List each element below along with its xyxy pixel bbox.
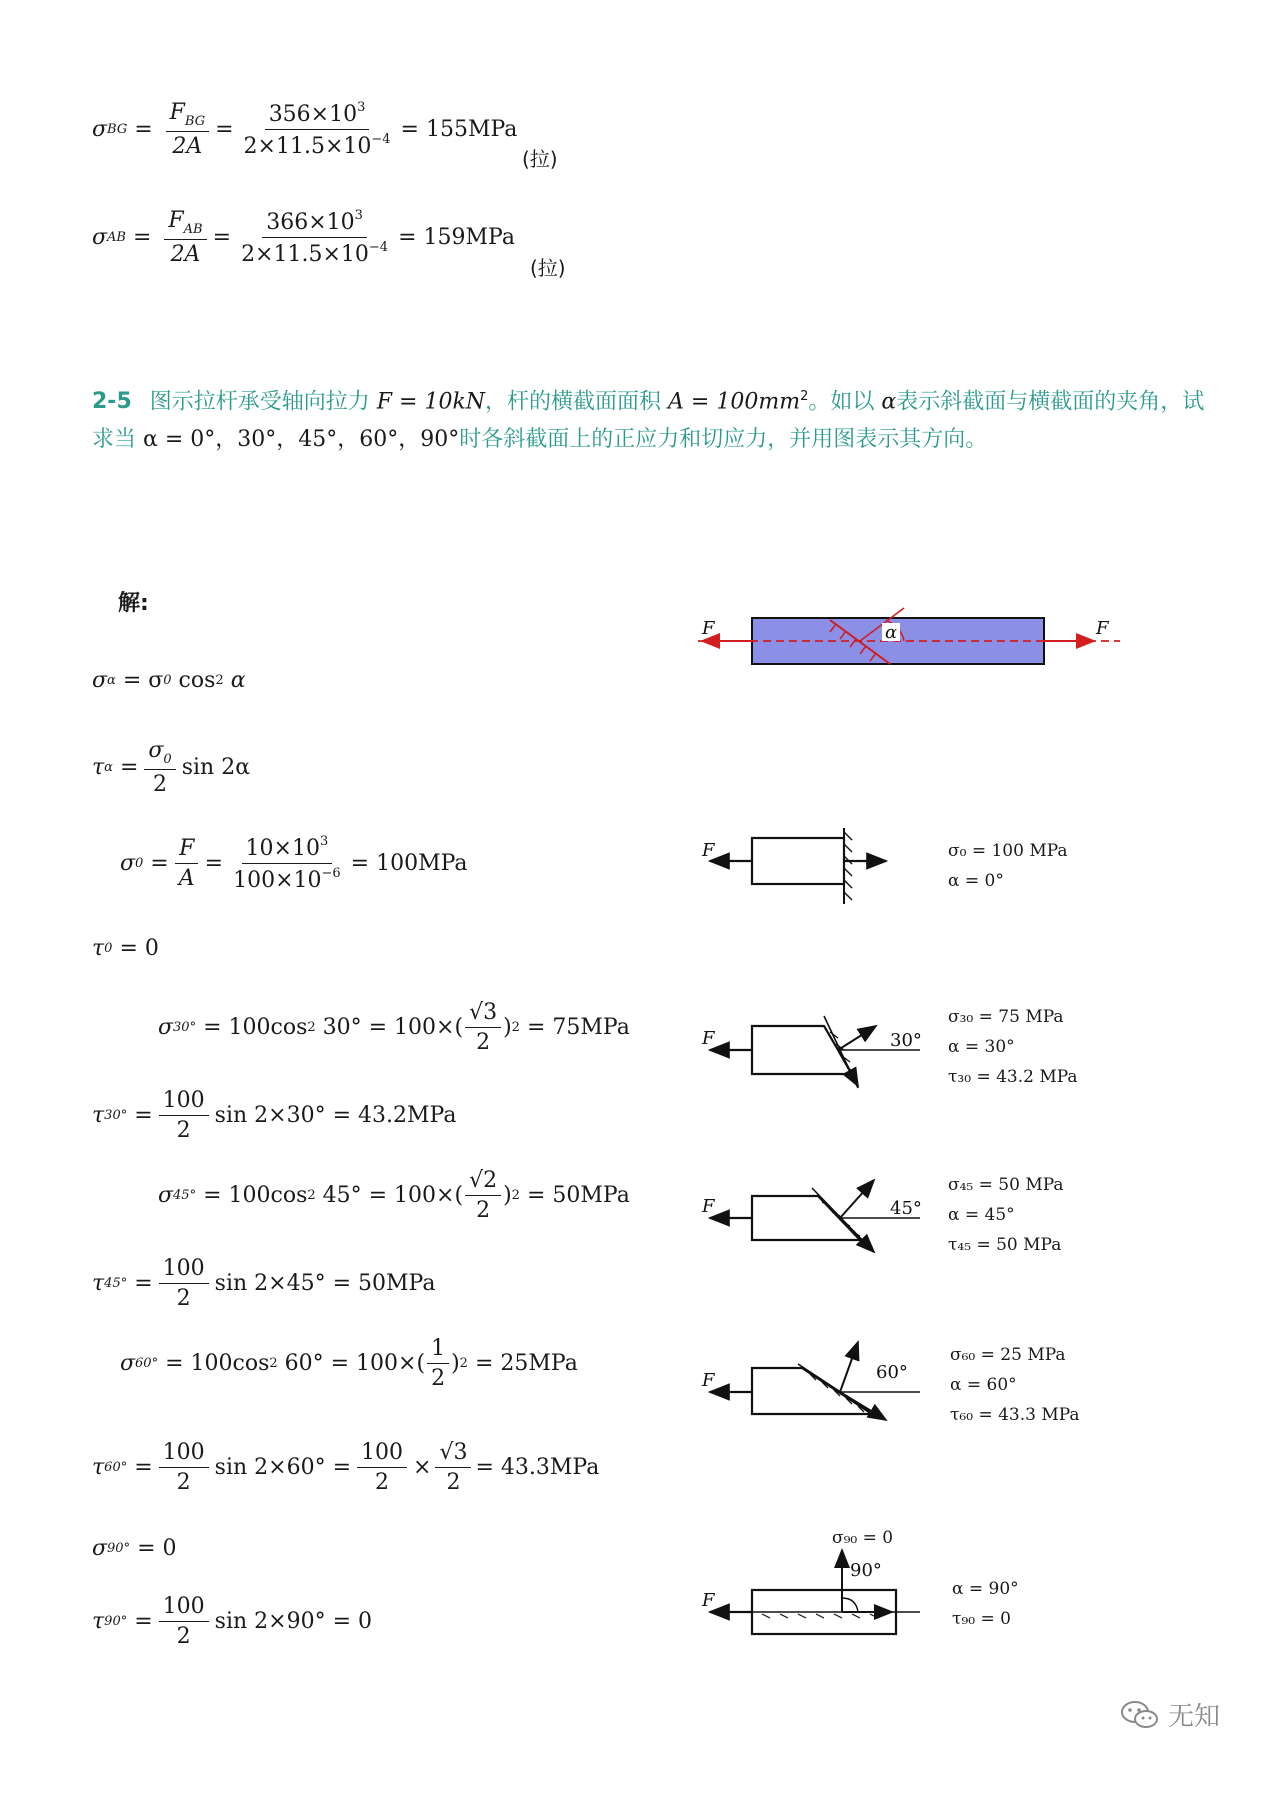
- main-bar-figure: [690, 590, 1130, 680]
- section-figure-90: [700, 1528, 930, 1648]
- watermark: [1120, 1696, 1220, 1733]
- formula-tau30: τ 30° = $\frac{100}{2}$ sin 2×30° = 43.2MPa: [92, 1088, 457, 1143]
- formula-tau0: τ 0 = 0: [92, 936, 159, 961]
- formula-tau45: τ 45° = $\frac{100}{2}$ sin 2×45° = 50MPa: [92, 1256, 436, 1311]
- svg-text:F: F: [702, 1370, 715, 1391]
- svg-text:F: F: [702, 1196, 715, 1217]
- tension-note-ab: (拉): [530, 256, 566, 280]
- formula-sigma30: σ 30° = 100cos 2 30° = 100×( $\frac{√3}{2}$ ) 2 = 75MPa: [158, 1000, 630, 1055]
- formula-sigma45: σ 45° = 100cos 2 45° = 100×( $\frac{√2}{2}$ ) 2 = 50MPa: [158, 1168, 630, 1223]
- wechat-icon: [1120, 1699, 1160, 1731]
- svg-text:90°: 90°: [850, 1560, 882, 1581]
- force-label-left: F: [702, 618, 715, 639]
- section-figure-30: [700, 1000, 930, 1100]
- sigma90-label: σ₉₀ = 0: [832, 1528, 894, 1548]
- result-45: σ₄₅ = 50 MPa α = 45° τ₄₅ = 50 MPa: [948, 1175, 1064, 1255]
- section-figure-0: [700, 818, 900, 908]
- section-figure-60: [700, 1334, 930, 1434]
- formula-tau60: τ 60° = $\frac{100}{2}$ sin 2×60° = $\frac{100}{2}$ × $\frac{√3}{2}$ = 43.3MPa: [92, 1440, 600, 1495]
- problem-statement: 2-5 图示拉杆承受轴向拉力 F = 10kN，杆的横截面面积 $A = 100mm^2$。如以 α表示斜截面与横截面的夹角，试求当 α = 0°，30°，45°，60°，90°时各斜截面上的正应力和切应力，并用图表示其方向。: [92, 389, 1205, 453]
- result-90: α = 90° τ₉₀ = 0: [952, 1579, 1019, 1629]
- force-label-right: F: [1096, 618, 1109, 639]
- solution-label: 解:: [118, 591, 149, 616]
- formula-sigma60: σ 60° = 100cos 2 60° = 100×( $\frac{1}{2}$ ) 2 = 25MPa: [120, 1336, 578, 1391]
- formula-sigma90: σ 90° = 0: [92, 1536, 177, 1561]
- equation-sigma-bg: σ BG = $\frac{F_{BG}}{2A}$ = $\frac{356\times 10^3}{2\times 11.5\times 10^{-4}}$ = 155MPa: [92, 100, 518, 159]
- watermark-text: 无知: [1168, 1702, 1221, 1732]
- alpha-label: α: [885, 622, 898, 643]
- svg-text:30°: 30°: [890, 1030, 922, 1051]
- svg-text:60°: 60°: [876, 1362, 908, 1383]
- result-0: σ₀ = 100 MPa α = 0°: [948, 841, 1068, 891]
- formula-sigma-alpha: σ α = σ 0 cos 2 α: [92, 668, 246, 693]
- svg-text:F: F: [702, 840, 715, 861]
- svg-text:F: F: [702, 1590, 715, 1611]
- formula-tau-alpha: τ α = $\frac{\sigma_0}{2}$ sin 2α: [92, 738, 251, 797]
- formula-tau90: τ 90° = $\frac{100}{2}$ sin 2×90° = 0: [92, 1594, 372, 1649]
- equation-sigma-ab: σ AB = $\frac{F_{AB}}{2A}$ = $\frac{366\times 10^3}{2\times 11.5\times 10^{-4}}$ = 159MPa: [92, 208, 515, 267]
- result-60: σ₆₀ = 25 MPa α = 60° τ₆₀ = 43.3 MPa: [950, 1345, 1080, 1425]
- svg-text:F: F: [702, 1028, 715, 1049]
- result-30: σ₃₀ = 75 MPa α = 30° τ₃₀ = 43.2 MPa: [948, 1007, 1078, 1087]
- formula-sigma0: σ 0 = $\frac{F}{A}$ = $\frac{10\times 10^3}{100\times 10^{-6}}$ = 100MPa: [120, 834, 468, 893]
- tension-note-bg: (拉): [522, 147, 558, 171]
- section-figure-45: [700, 1166, 930, 1266]
- svg-text:45°: 45°: [890, 1198, 922, 1219]
